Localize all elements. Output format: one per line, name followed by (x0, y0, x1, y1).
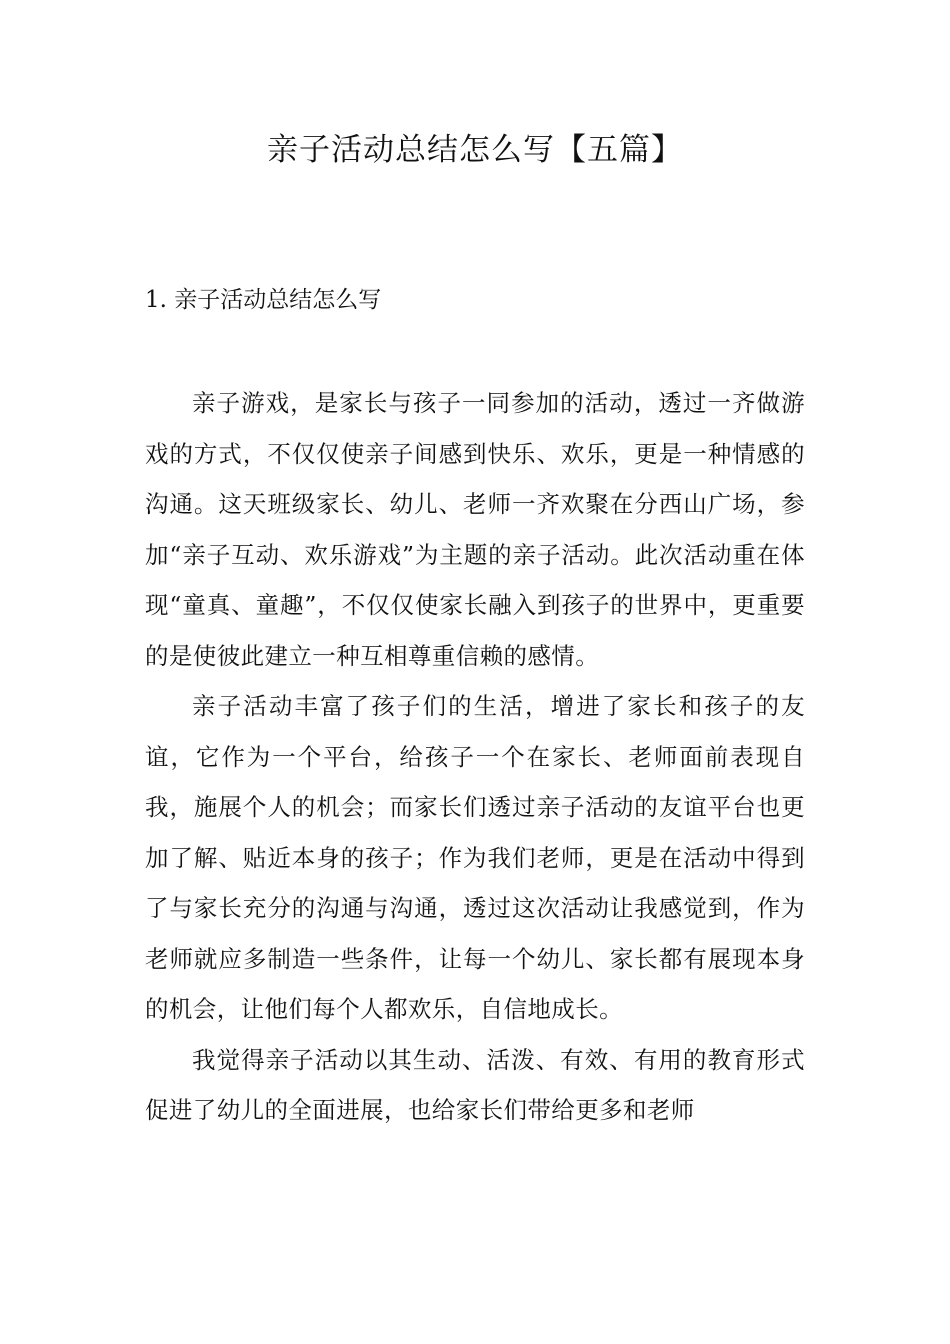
paragraph-2: 亲子活动丰富了孩子们的生活，增进了家长和孩子的友谊，它作为一个平台，给孩子一个在家长、老师面前表现自我，施展个人的机会；而家长们透过亲子活动的友谊平台也更加了解、贴近本身的孩子；作为我们老师，更是在活动中得到了与家长充分的沟通与沟通，透过这次活动让我感觉到，作为老师就应多制造一些条件，让每一个幼儿、家长都有展现本身的机会，让他们每个人都欢乐，自信地成长。 (145, 692, 805, 1023)
paragraph-1: 亲子游戏，是家长与孩子一同参加的活动，透过一齐做游戏的方式，不仅仅使亲子间感到快乐、欢乐，更是一种情感的沟通。这天班级家长、幼儿、老师一齐欢聚在分西山广场，参加“亲子互动、欢乐游戏”为主题的亲子活动。此次活动重在体现“童真、童趣”，不仅仅使家长融入到孩子的世界中，更重要的是使彼此建立一种互相尊重信赖的感情。 (145, 389, 805, 670)
section-heading: 1. 亲子活动总结怎么写 (145, 287, 382, 313)
document-title: 亲子活动总结怎么写【五篇】 (267, 132, 683, 168)
paragraph-3: 我觉得亲子活动以其生动、活泼、有效、有用的教育形式促进了幼儿的全面进展，也给家长们带给更多和老师 (145, 1045, 805, 1124)
body-text (145, 378, 805, 1136)
